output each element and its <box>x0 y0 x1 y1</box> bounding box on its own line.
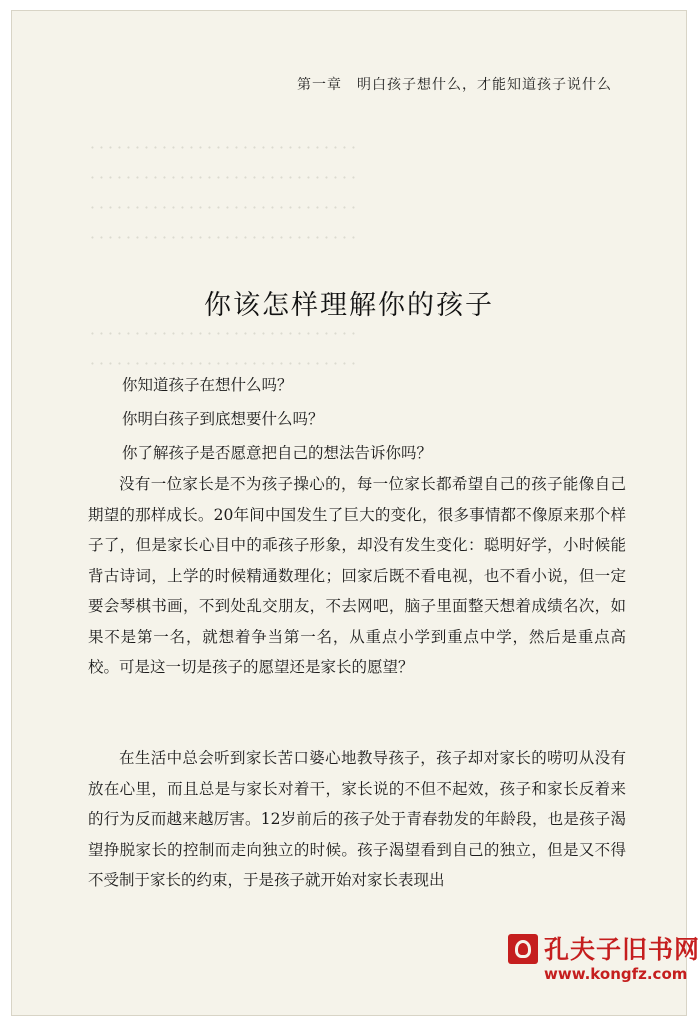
question-line: 你了解孩子是否愿意把自己的想法告诉你吗？ <box>122 444 433 462</box>
watermark-url: www.kongfz.com <box>544 965 688 983</box>
book-page <box>11 10 687 1016</box>
body-paragraph: 在生活中总会听到家长苦口婆心地教导孩子，孩子却对家长的唠叨从没有放在心里，而且总是与家长对着干，家长说的不但不起效，孩子和家长反着来的行为反而越来越厉害。12岁前后的孩子处于青春勃发的年龄段，也是孩子渴望挣脱家长的控制而走向独立的时候。孩子渴望看到自己的独立，但是又不得不受制于家长的约束，于是孩子就开始对家长表现出 <box>88 749 626 889</box>
bleed-through-text: ．．．．．．．．．．．．．．．．．．．．．．．．．．．．．． <box>90 133 369 152</box>
chapter-title: 你该怎样理解你的孩子 <box>204 290 494 322</box>
bleed-through-text: ．．．．．．．．．．．．．．．．．．．．．．．．．．．．．． <box>90 193 369 212</box>
bleed-through-text: ．．．．．．．．．．．．．．．．．．．．．．．．．．．．．． <box>90 319 369 338</box>
bleed-through-text: ．．．．．．．．．．．．．．．．．．．．．．．．．．．．．． <box>90 163 369 182</box>
watermark-site-name: 孔夫子旧书网 <box>544 935 700 964</box>
kongfz-seal-icon <box>508 934 538 964</box>
running-header: 第一章 明白孩子想什么，才能知道孩子说什么 <box>297 77 612 93</box>
question-line: 你明白孩子到底想要什么吗？ <box>122 410 324 428</box>
watermark-logo <box>494 926 700 1016</box>
question-line: 你知道孩子在想什么吗？ <box>122 376 293 394</box>
body-paragraph: 没有一位家长是不为孩子操心的，每一位家长都希望自己的孩子能像自己期望的那样成长。20年间中国发生了巨大的变化，很多事情都不像原来那个样子了，但是家长心目中的乖孩子形象，却没有发生变化：聪明好学，小时候能背古诗词，上学的时候精通数理化；回家后既不看电视，也不看小说，但一定要会琴棋书画，不到处乱交朋友，不去网吧，脑子里面整天想着成绩名次，如果不是第一名，就想着争当第一名，从重点小学到重点中学，然后是重点高校。可是这一切是孩子的愿望还是家长的愿望？ <box>88 475 626 676</box>
bleed-through-text: ．．．．．．．．．．．．．．．．．．．．．．．．．．．．．． <box>90 223 369 242</box>
bleed-through-text: ．．．．．．．．．．．．．．．．．．．．．．．．．．．．．． <box>90 349 369 368</box>
